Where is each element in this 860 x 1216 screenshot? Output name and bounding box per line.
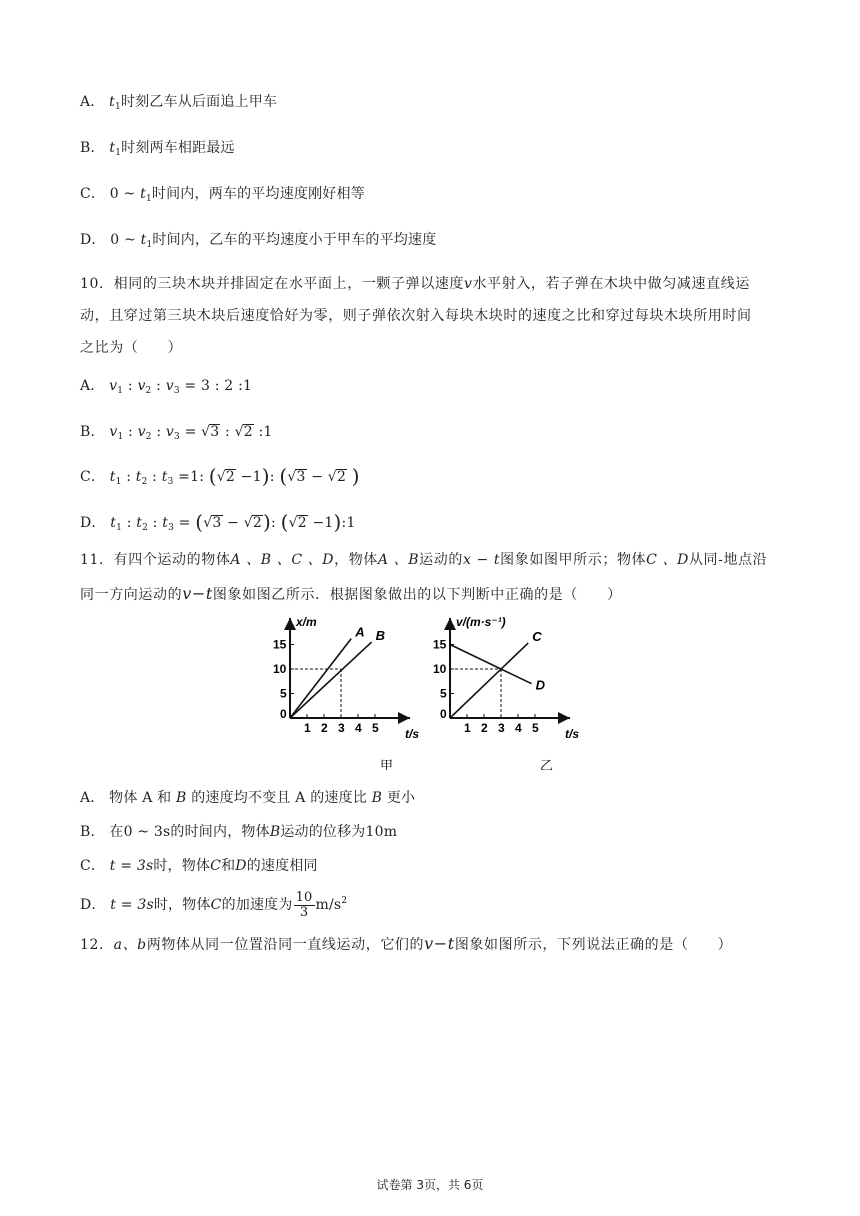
y-axis-label: x/m [296,615,317,629]
object-list: a、b [113,937,147,953]
x-axis-label: t/s [405,727,420,741]
option-text: 的时间内，物体 [170,824,270,840]
q11-graphs [270,610,590,770]
option-text: 的速度均不变且 A 的速度比 [191,790,368,806]
stem-text: 水平射入，若子弹在木块中做匀减速直线运 [472,276,750,292]
object-b: B [371,790,383,806]
page-footer: 试卷第 3页，共 6页 [376,1178,484,1192]
series-label-D: D [535,677,545,693]
stem-text: 同一方向运动的 [80,587,183,603]
var-t: t [140,232,147,248]
ratio-end: :1 [258,424,273,440]
x-tick-label: 5 [532,721,539,735]
unit-exponent: 2 [341,896,348,906]
q9-option-d [80,230,436,250]
object-b: B [269,824,281,840]
option-text: 时间内，乙车的平均速度小于甲车的平均速度 [152,232,437,248]
stem-text: 图象如图乙所示．根据图象做出的以下判断中正确的是（ ） [212,587,622,603]
y-tick-label: 15 [433,637,447,652]
stem-text: 运动的 [419,552,463,568]
option-label: C． [80,469,106,485]
option-label: D． [80,897,106,913]
series-line-A [290,639,351,718]
option-text: 时，物体 [153,897,211,913]
stem-text: 10．相同的三块木块并排固定在水平面上，一颗子弹以速度 [80,276,465,292]
option-label: C． [80,858,106,874]
y-tick-label: 15 [273,637,287,652]
option-text: 在 [109,824,124,840]
sqrt-2: 2 [243,424,253,440]
x-tick-label: 4 [515,721,522,735]
subscript: 1 [146,240,153,250]
q11-option-a [80,788,415,808]
x-tick-label: 2 [321,721,328,735]
option-text: 的速度相同 [246,858,318,874]
vt-symbol: v−t [182,584,213,603]
stem-text: 两物体从同一位置沿同一直线运动，它们的 [146,937,425,953]
option-label: A． [80,94,105,110]
option-label: B． [80,140,105,156]
x-tick-label: 3 [498,721,505,735]
series-label-C: C [532,629,542,645]
object-c: C [210,858,222,874]
subscript: 1 [115,148,122,158]
x-tick-label: 1 [464,721,471,735]
x-tick-label: 3 [338,721,345,735]
series-label-A: A [355,624,365,640]
y-axis-label: v/(m·s⁻¹) [456,615,506,629]
graph-caption: 乙 [540,758,554,770]
option-label: D． [80,232,106,248]
fraction-numerator: 10 [295,889,313,905]
option-label: D． [80,515,106,531]
option-label: A． [80,790,105,806]
option-text: 时间内，两车的平均速度刚好相等 [151,186,365,202]
option-label: B． [80,424,105,440]
q11-stem-line-1 [80,550,767,570]
y-tick-label: 0 [440,707,447,721]
graph-caption: 甲 [380,758,394,770]
time-range: 0 ~ 3s [123,824,171,840]
q10-option-d: D． $t_1$ : $t_2$ : $t_3 = (√3 - √2)$: (√2 −1):1 [80,510,356,534]
option-label: A． [80,378,105,394]
option-text: 时刻两车相距最远 [121,140,235,156]
option-text: 时，物体 [153,858,211,874]
option-text: 更小 [386,790,416,806]
q11-stem-line-2 [80,584,622,605]
option-label: B． [80,824,105,840]
q10-stem-line-2 [80,306,752,326]
graph-yi [433,615,579,770]
stem-text: 动，且穿过第三块木块后速度恰好为零，则子弹依次射入每块木块时的速度之比和穿过每块木块所用时间 [80,308,752,324]
stem-text: 图象如图甲所示；物体 [500,552,647,568]
q11-option-c [80,856,318,876]
range-prefix: 0 ~ [109,186,141,202]
y-tick-label: 10 [433,662,447,676]
stem-text: 11．有四个运动的物体 [80,552,231,568]
stem-text: ，物体 [334,552,378,568]
x-tick-label: 2 [481,721,488,735]
q9-option-b [80,138,235,158]
y-tick-label: 10 [273,662,287,676]
q10-option-c: C． $t_1$ : $t_2$ : $t_3 =1$: (√2 −1): (√3 − √2 ) [80,464,360,488]
fraction [294,891,315,920]
ratio-value: = 3 : 2 :1 [184,378,253,394]
var-t: t [109,140,116,156]
q10-option-b: B． $v_1$ : $v_2$ : $v_3 = √3$ : √2 :1 [80,424,273,442]
time-eq: t = 3s [110,897,154,913]
x-tick-label: 4 [355,721,362,735]
q9-option-a [80,92,277,112]
x-axis-label: t/s [565,727,580,741]
var-t: t [140,186,146,202]
option-text: 运动的位移为 [280,824,366,840]
stem-text: 之比为（ ） [80,340,183,356]
var-t: t [109,94,115,110]
graphs-svg [270,610,590,770]
option-text: 和 [221,858,236,874]
y-tick-label: 0 [280,707,287,721]
option-text: 时刻乙车从后面追上甲车 [120,94,278,110]
xt-symbol: x − t [462,552,501,568]
series-label-B: B [375,628,385,644]
q11-option-b [80,822,397,842]
question-number: 12． [80,937,114,953]
object-list: A 、B 、C 、D [230,552,335,568]
graph-jia [273,615,419,770]
option-text: 的加速度为 [221,897,293,913]
stem-text: 从同-地点沿 [688,552,768,568]
x-tick-label: 5 [372,721,379,735]
series-line-C [450,643,528,718]
q11-option-d [80,890,347,920]
unit: m/s [315,897,342,913]
range-prefix: 0 ~ [110,232,141,248]
sqrt-3: 3 [210,424,220,440]
option-label: C． [80,186,106,202]
object-list: A 、B [377,552,420,568]
object-d: D [235,858,247,874]
object-b: B [176,790,187,806]
q10-stem-line-1 [80,274,750,294]
option-text: 物体 A 和 [109,790,172,806]
series-line-B [290,642,372,718]
x-tick-label: 1 [304,721,311,735]
q10-stem-line-3 [80,338,182,358]
time-eq: t = 3s [109,858,154,874]
object-list: C 、D [646,552,689,568]
q9-option-c [80,184,365,204]
object-c: C [210,897,222,913]
fraction-denominator: 3 [299,904,309,920]
y-tick-label: 5 [440,686,447,701]
subscript: 1 [115,102,121,112]
var-v: v [464,276,473,292]
vt-symbol: v−t [424,934,455,953]
y-tick-label: 5 [280,686,287,701]
subscript: 1 [145,194,152,204]
q10-option-a: A． $v_1$ : $v_2$ : $v_3 = 3$ : 2 :1 [80,378,253,396]
stem-text: 图象如图所示，下列说法正确的是（ ） [454,937,733,953]
value: 10m [365,824,398,840]
q12-stem [80,934,732,955]
